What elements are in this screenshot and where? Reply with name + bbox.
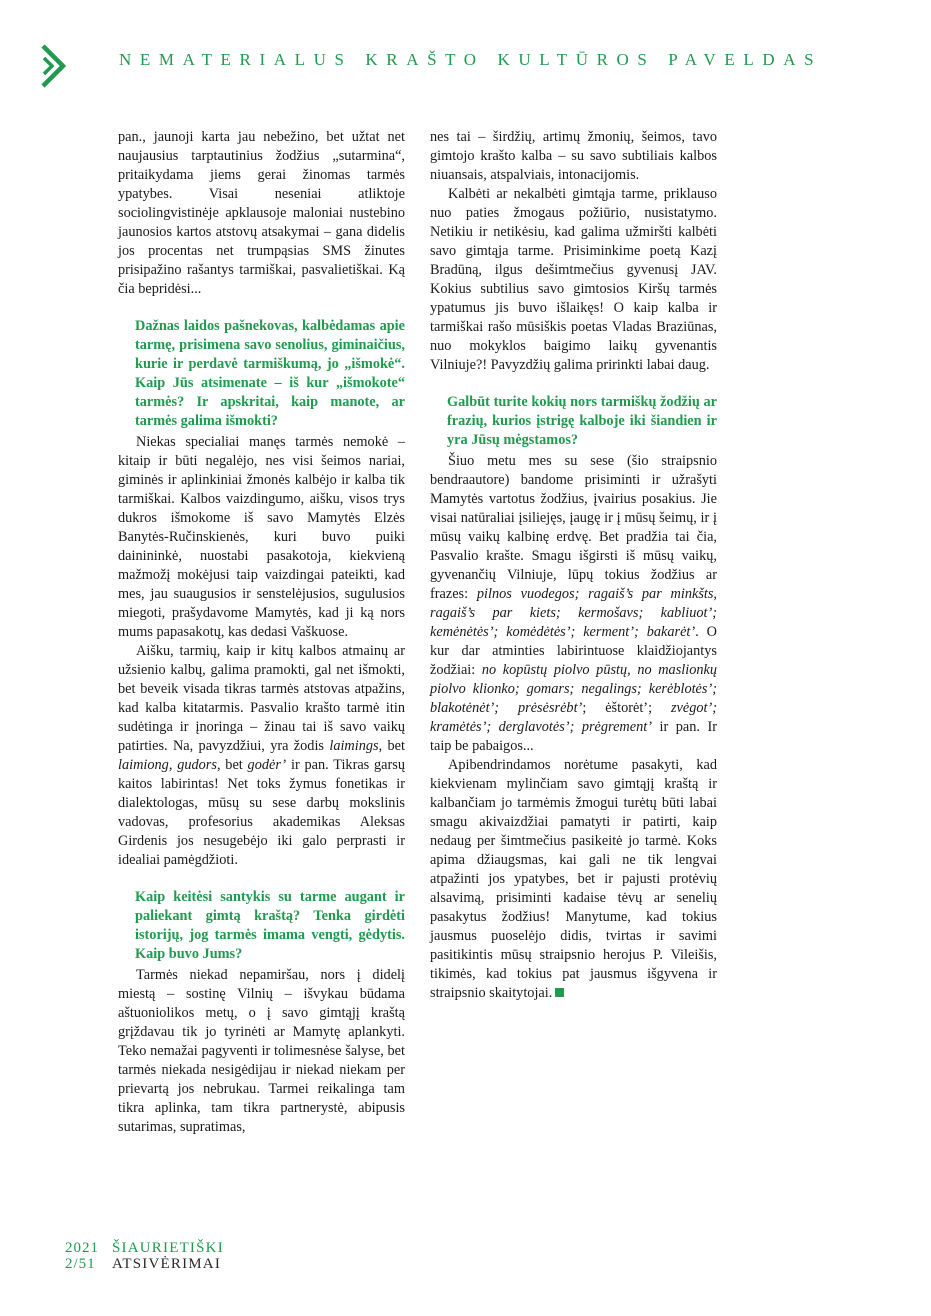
dialect-word: godėr’ [247, 757, 287, 773]
dialect-phrases: no kopūstų piolvo pūstų, no maslionkų piolvo klionko; gomars; negalings; kerėblotės’; blakotėnėt’; prėsėsrėbt’ [430, 662, 717, 716]
page-footer [65, 1240, 224, 1272]
end-of-article-square-icon [555, 988, 564, 997]
interview-question: Dažnas laidos pašnekovas, kalbėdamas apie tarmę, prisimena savo senolius, giminaičius, kurie ir perdavė tarmiškumą, jo „išmokė“. Kaip Jūs atsimenate – iš kur „išmokote“ tarmės? Ir apskritai, kaip manote, ar tarmės galima išmokti? [135, 318, 405, 429]
article-column-left [118, 128, 405, 1137]
paragraph: Tarmės niekad nepamiršau, nors į didelį miestą – sostinę Vilnių – išvykau būdama aštuoniolikos metų, o į savo gimtąjį kraštą grįždavau tik jo tyrinėti ar Mamytę aplankyti. Teko nemažai pagyventi ir tolimesnėse šalyse, bet tarmės niekada nesigėdijau ir niekad niekam per prievartą jos nebrukau. Tarmei reikalinga tam tikra aplinka, tam tikra partnerystė, abipusis sutarimas, supratimas, [118, 967, 405, 1135]
double-chevron-right-icon [40, 44, 70, 88]
text-run: ir pan. Ir taip be pabaigos... [430, 719, 717, 754]
dialect-word: laimings [329, 738, 379, 754]
text-run: Apibendrindamos norėtume pasakyti, kad kiekvienam mylinčiam savo gimtąjį kraštą ir kalbančiam jo tarmėmis žmogui turėtų būti labai smagu akivaizdžiai pamatyti ir patirti, kaip nedaug per šimtmečius pasikeitė jo tarmė. Koks apima džiaugsmas, kai gali ne tik lengvai atpažinti jos ypatybes, bet ir pajusti protėvių alsavimą, prisiminti kadaise tėvų ar senelių pasakytus žodžius! Manytume, kad tokius jausmus puoselėjo didis, tvirtas ir savimi pasitikintis mūsų straipsnio herojus P. Vileišis, tikimės, kad tokius pat jausmus išgyvena ir straipsnio skaitytojai. [430, 757, 717, 1001]
issue-year: 2021 [65, 1240, 99, 1256]
text-run: . O kur dar atminties labirintuose klaidžiojantys žodžiai: [430, 624, 717, 678]
text-run: Aišku, tarmių, kaip ir kitų kalbos atmainų ar užsienio kalbų, galima pramokti, gal net išmokti, bet beveik visada tikras tarmės atstovas atpažins, kad kalba kitatarmis. Pasvalio krašto tarmė itin sudėtinga ir įnoringa – žinau tai iš savo vaikų patirties. Na, pavyzdžiui, yra žodis [118, 643, 405, 754]
dialect-phrases: zvėgot’; kramėtės’; derglavotės’; prėgrement’ [430, 700, 717, 735]
text-run: , bet [378, 738, 405, 754]
article-column-right [430, 128, 717, 1003]
journal-title-line2: ATSIVĖRIMAI [112, 1256, 222, 1272]
paragraph [430, 452, 717, 756]
journal-title-line1: ŠIAURIETIŠKI [112, 1240, 224, 1256]
paragraph: Kalbėti ar nekalbėti gimtąja tarme, priklauso nuo paties žmogaus požiūrio, nusistatymo. Netikiu ir netikėsiu, kad galima užmiršti kalbėti savo gimtąja tarme. Prisiminkime poetą Kazį Bradūną, ilgus dešimtmečius gyvenusį JAV. Kokius subtilius savo gimtosios Kiršų tarmės ypatumus jis buvo išlaikęs! O kaip kalba ir tarmiškai rašo mūsiškis poetas Vladas Braziūnas, nuo mokyklos baigimo laikų gyvenantis Vilniuje?! Pavyzdžių galima pririnkti labai daug. [430, 186, 717, 373]
paragraph: nes tai – širdžių, artimų žmonių, šeimos, tavo gimtojo krašto kalba – su savo subtiliais kalbos niuansais, atspalviais, intonacijomis. [430, 129, 717, 183]
dialect-phrases: pilnos vuodegos; ragaiš’s par minkšts, ragaiš’s par kiets; kermošavs; kabliuot’; kemėnėtės’; komėdėtės’; kerment’; bakarėt’ [430, 586, 717, 640]
text-run: ; ėštorėt’; [582, 700, 671, 716]
issue-number: 2/51 [65, 1256, 96, 1272]
text-run: Šiuo metu mes su sese (šio straipsnio bendraautore) bandome prisiminti ir užrašyti Mamytės vartotus žodžius, įvairius posakius. Jie visai natūraliai įsiliejęs, įaugę ir į mūsų šeimų, ir į mūsų vaikų kalbinę erdvę. Bet pradžia tai čia, Pasvalio krašte. Smagu išgirsti iš mūsų vaikų, gyvenančių Vilniuje, lūpų tokius žodžius ar frazes: [430, 453, 717, 602]
paragraph [430, 756, 717, 1003]
running-header-title: NEMATERIALUS KRAŠTO KULTŪROS PAVELDAS [119, 50, 823, 69]
paragraph [118, 642, 405, 870]
paragraph: Niekas specialiai manęs tarmės nemokė – kitaip ir būti negalėjo, nes visi šeimos nariai, giminės ir aplinkiniai žmonės kalbėjo ir kalba tik tarmiškai. Kalbos vaizdingumo, aišku, visos trys dukros išmokome iš savo Mamytės Elzės Banytės-Ručinskienės, kuri buvo puiki dainininkė, nuostabi pasakotoja, kiekvieną mažmožį mokėjusi taip vaizdingai pateikti, kad mes, jau suaugusios ir senstelėjusios, sugulusios miegoti, prašydavome Mamytės, kad ji ką nors mums papasakotų, kas dedasi Vaškuose. [118, 434, 405, 640]
dialect-word: laimiong [118, 757, 169, 773]
text-run: , bet [216, 757, 248, 773]
paragraph: pan., jaunoji karta jau nebežino, bet užtat net naujausius tarptautinius žodžius „sutarmina“, pritaikydama jiems gerai žinomas tarmės ypatybes. Visai neseniai atliktoje sociolingvistinėje apklausoje maloniai nustebino jaunosios kartos atstovų atsakymai – gana didelis jos procentas net trumpąsias SMS žinutes prisipažino rašantys tarmiškai, pasvalietiškai. Ką čia bepridėsi... [118, 129, 405, 297]
dialect-word: gudors [177, 757, 217, 773]
interview-question: Galbūt turite kokių nors tarmiškų žodžių ar frazių, kurios įstrigę kalboje iki šiandien ir yra Jūsų mėgstamos? [447, 394, 717, 448]
text-run: , [168, 757, 178, 773]
text-run: ir pan. Tikras garsų kaitos labirintas! Net toks žymus fonetikas ir dialektologas, mūsų su sese darbų mokslinis vadovas, profesorius akademikas Aleksas Girdenis jos nesugebėjo iki galo perprasti ir idealiai pamėgdžioti. [118, 757, 405, 868]
interview-question: Kaip keitėsi santykis su tarme augant ir paliekant gimtą kraštą? Tenka girdėti istorijų, jog tarmės imama vengti, gėdytis. Kaip buvo Jums? [135, 889, 405, 962]
